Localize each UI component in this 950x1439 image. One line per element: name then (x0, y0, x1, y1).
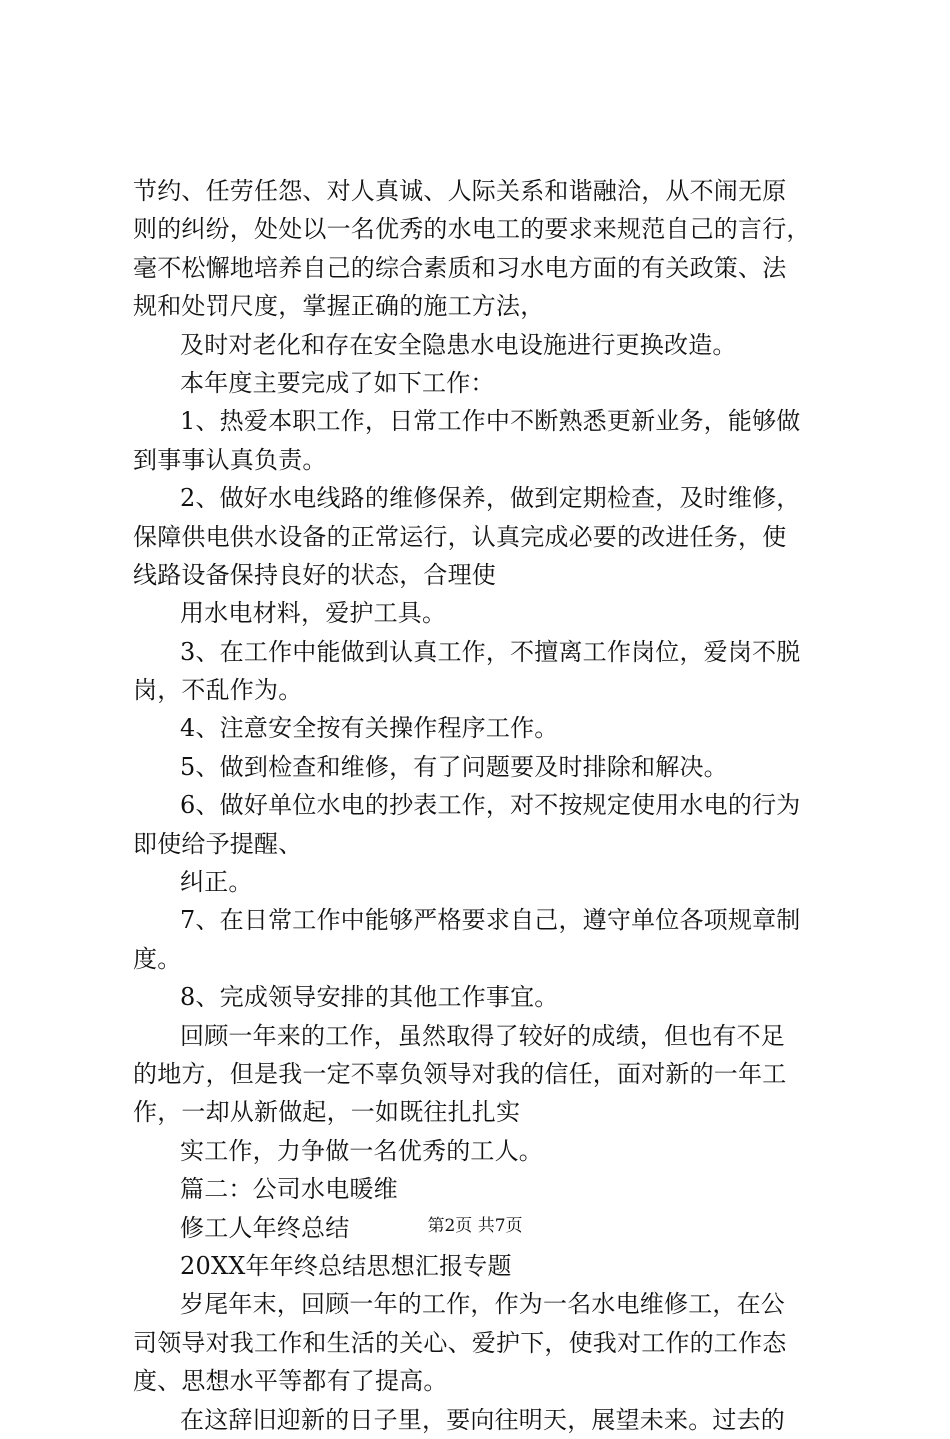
text-line: 保障供电供水设备的正常运行，认真完成必要的改进任务，使 (133, 522, 787, 551)
text-line: 毫不松懈地培养自己的综合素质和习水电方面的有关政策、法 (133, 253, 787, 282)
text-line: 实工作，力争做一名优秀的工人。 (180, 1136, 543, 1165)
text-line: 5、做到检查和维修，有了问题要及时排除和解决。 (180, 752, 728, 781)
text-line: 则的纠纷，处处以一名优秀的水电工的要求来规范自己的言行， (133, 215, 811, 244)
text-line: 7、在日常工作中能够严格要求自己，遵守单位各项规章制 (180, 906, 801, 935)
text-line: 修工人年终总结 (180, 1213, 350, 1242)
text-line: 作，一却从新做起，一如既往扎扎实 (133, 1098, 521, 1127)
text-line: 节约、任劳任怨、对人真诚、人际关系和谐融洽，从不闹无原 (133, 177, 787, 205)
text-line: 规和处罚尺度，掌握正确的施工方法， (133, 292, 545, 321)
text-line: 的地方，但是我一定不辜负领导对我的信任，面对新的一年工 (133, 1059, 787, 1088)
text-line: 岗，不乱作为。 (133, 676, 303, 705)
text-line: 6、做好单位水电的抄表工作，对不按规定使用水电的行为 (180, 791, 801, 820)
page-footer: 第2页 共7页 (427, 1216, 523, 1236)
text-line: 用水电材料，爱护工具。 (180, 599, 447, 628)
text-line: 本年度主要完成了如下工作： (180, 368, 495, 397)
text-line: 度。 (133, 944, 182, 973)
text-line: 到事事认真负责。 (133, 445, 327, 474)
text-line: 及时对老化和存在安全隐患水电设施进行更换改造。 (180, 330, 737, 359)
text-line: 8、完成领导安排的其他工作事宜。 (180, 983, 559, 1012)
text-line: 篇二：公司水电暖维 (180, 1175, 398, 1204)
text-line: 4、注意安全按有关操作程序工作。 (180, 714, 559, 743)
text-line: 岁尾年末，回顾一年的工作，作为一名水电维修工，在公 (180, 1290, 785, 1319)
text-line: 在这辞旧迎新的日子里，要向往明天，展望未来。过去的 (180, 1405, 785, 1434)
text-line: 3、在工作中能做到认真工作，不擅离工作岗位，爱岗不脱 (180, 637, 801, 666)
document-body (133, 172, 833, 1439)
text-line: 2、做好水电线路的维修保养，做到定期检查，及时维修， (180, 484, 801, 513)
text-line: 即使给予提醒、 (133, 829, 303, 858)
text-line: 度、思想水平等都有了提高。 (133, 1367, 448, 1396)
text-line: 回顾一年来的工作，虽然取得了较好的成绩，但也有不足 (180, 1021, 785, 1050)
text-line: 线路设备保持良好的状态，合理使 (133, 560, 496, 589)
text-line: 司领导对我工作和生活的关心、爱护下，使我对工作的工作态 (133, 1328, 787, 1357)
text-line: 20XX年年终总结思想汇报专题 (180, 1251, 512, 1280)
text-line: 1、热爱本职工作，日常工作中不断熟悉更新业务，能够做 (180, 407, 801, 436)
text-line: 纠正。 (180, 868, 253, 897)
